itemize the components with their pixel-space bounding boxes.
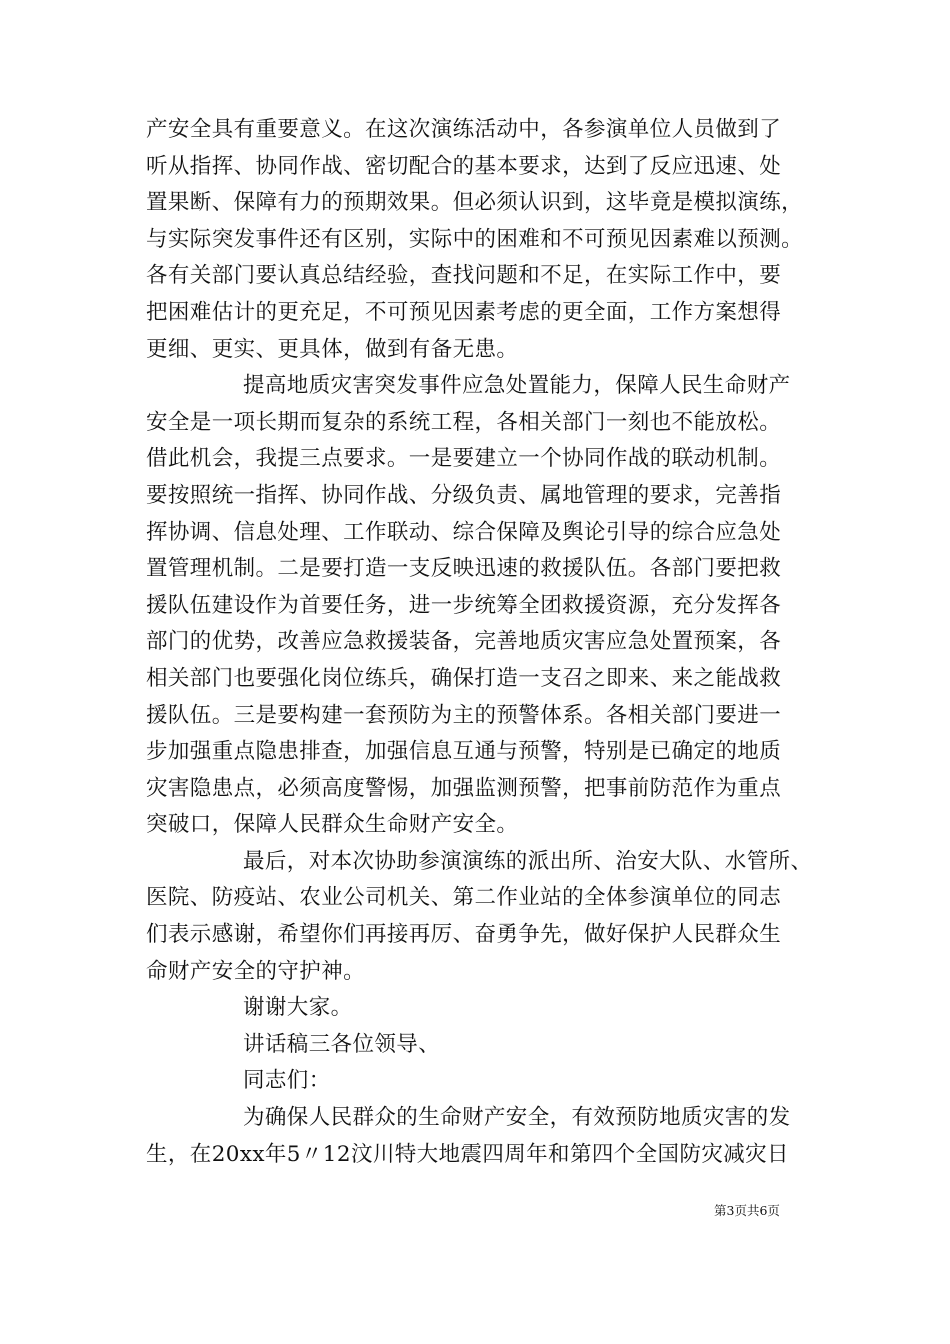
text-line: 生，在20xx年5〃12汶川特大地震四周年和第四个全国防灾减灾日 (146, 1141, 789, 1167)
text-line: 更细、更实、更具体，做到有备无患。 (146, 336, 519, 362)
text-line: 突破口，保障人民群众生命财产安全。 (146, 812, 519, 838)
text-line: 提高地质灾害突发事件应急处置能力，保障人民生命财产 (243, 373, 791, 399)
text-line: 灾害隐患点，必须高度警惕，加强监测预警，把事前防范作为重点 (146, 775, 782, 801)
text-line: 置果断、保障有力的预期效果。但必须认识到，这毕竟是模拟演练， (146, 190, 804, 216)
text-line: 把困难估计的更充足，不可预见因素考虑的更全面，工作方案想得 (146, 299, 782, 325)
text-line: 医院、防疫站、农业公司机关、第二作业站的全体参演单位的同志 (146, 885, 782, 911)
text-line: 们表示感谢，希望你们再接再厉、奋勇争先，做好保护人民群众生 (146, 922, 782, 948)
text-line: 各有关部门要认真总结经验，查找问题和不足，在实际工作中，要 (146, 263, 782, 289)
text-line: 援队伍。三是要构建一套预防为主的预警体系。各相关部门要进一 (146, 702, 782, 728)
text-line: 听从指挥、协同作战、密切配合的基本要求，达到了反应迅速、处 (146, 153, 782, 179)
text-line: 讲话稿三各位领导、 (243, 1031, 441, 1057)
page-number: 第3页共6页 (714, 1203, 780, 1218)
text-line: 最后，对本次协助参演演练的派出所、治安大队、水管所、 (243, 848, 813, 874)
text-line: 产安全具有重要意义。在这次演练活动中，各参演单位人员做到了 (146, 117, 782, 142)
text-line: 要按照统一指挥、协同作战、分级负责、属地管理的要求，完善指 (146, 482, 782, 508)
text-line: 谢谢大家。 (243, 995, 353, 1021)
text-line: 部门的优势，改善应急救援装备，完善地质灾害应急处置预案，各 (146, 629, 782, 655)
text-line: 步加强重点隐患排查，加强信息互通与预警，特别是已确定的地质 (146, 739, 782, 765)
text-line: 命财产安全的守护神。 (146, 958, 366, 984)
text-line: 与实际突发事件还有区别，实际中的困难和不可预见因素难以预测。 (146, 226, 804, 252)
text-line: 同志们： (243, 1068, 331, 1094)
document-body (146, 112, 813, 1173)
text-line: 借此机会，我提三点要求。一是要建立一个协同作战的联动机制。 (146, 446, 782, 472)
text-line: 挥协调、信息处理、工作联动、综合保障及舆论引导的综合应急处 (146, 519, 782, 545)
text-line: 援队伍建设作为首要任务，进一步统筹全团救援资源，充分发挥各 (146, 592, 782, 618)
text-line: 为确保人民群众的生命财产安全，有效预防地质灾害的发 (243, 1105, 791, 1131)
text-line: 相关部门也要强化岗位练兵，确保打造一支召之即来、来之能战救 (146, 665, 782, 691)
text-line: 置管理机制。二是要打造一支反映迅速的救援队伍。各部门要把救 (146, 556, 782, 582)
text-line: 安全是一项长期而复杂的系统工程，各相关部门一刻也不能放松。 (146, 409, 782, 435)
